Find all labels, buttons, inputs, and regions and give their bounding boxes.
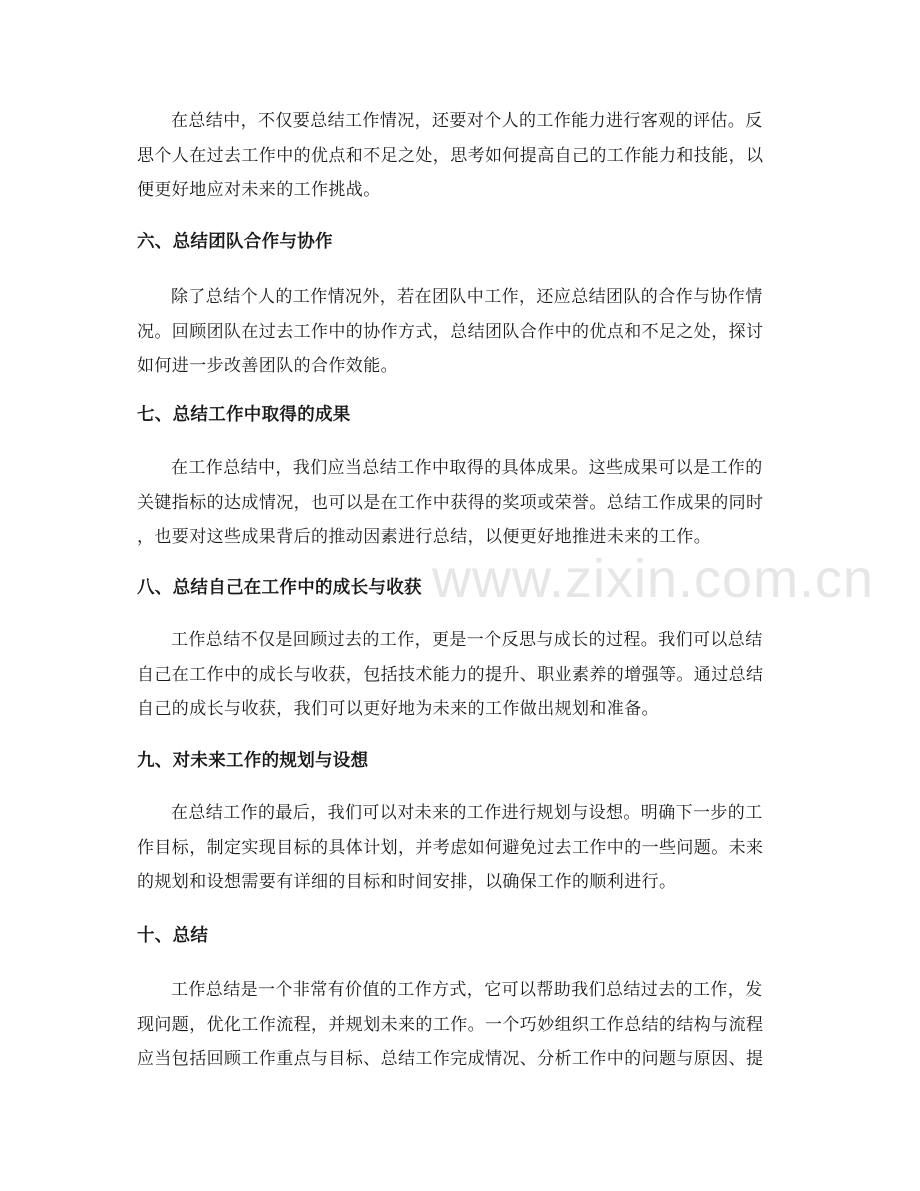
text-line: 现问题，优化工作流程，并规划未来的工作。一个巧妙组织工作总结的结构与流程: [137, 1014, 764, 1035]
section-heading: [137, 749, 785, 773]
section-heading: [137, 403, 785, 427]
text-line: 在总结中，不仅要总结工作情况，还要对个人的工作能力进行客观的评估。反: [171, 111, 763, 131]
section-paragraph: [137, 796, 785, 900]
watermark-text: www.zixin.com.cn: [432, 549, 875, 609]
section-title: 十、总结: [137, 926, 209, 946]
text-line: 除了总结个人的工作情况外，若在团队中工作，还应总结团队的合作与协作情: [171, 287, 763, 307]
text-line: 况。回顾团队在过去工作中的协作方式，总结团队合作中的优点和不足之处，探讨: [137, 321, 764, 342]
section-title: 七、总结工作中取得的成果: [137, 405, 351, 425]
text-line: 作目标，制定实现目标的具体计划，并考虑如何避免过去工作中的一些问题。未来: [137, 837, 764, 858]
paragraph-intro: [137, 104, 785, 208]
text-line: 关键指标的达成情况，也可以是在工作中获得的奖项或荣誉。总结工作成果的同时: [137, 492, 764, 513]
section-heading: [137, 576, 785, 600]
text-line: 自己在工作中的成长与收获，包括技术能力的提升、职业素养的增强等。通过总结: [137, 664, 764, 685]
text-line: 如何进一步改善团队的合作效能。: [137, 356, 398, 376]
section-paragraph: [137, 623, 785, 727]
text-line: ，也要对这些成果背后的推动因素进行总结，以便更好地推进未来的工作。: [137, 527, 712, 547]
section-title: 八、总结自己在工作中的成长与收获: [137, 578, 422, 598]
section-paragraph: [137, 973, 785, 1077]
section-paragraph: [137, 451, 785, 555]
text-line: 便更好地应对未来的工作挑战。: [137, 180, 381, 200]
text-line: 工作总结不仅是回顾过去的工作，更是一个反思与成长的过程。我们可以总结: [171, 630, 763, 650]
text-line: 在工作总结中，我们应当总结工作中取得的具体成果。这些成果可以是工作的: [171, 458, 763, 478]
section-title: 九、对未来工作的规划与设想: [137, 751, 369, 771]
text-line: 在总结工作的最后，我们可以对未来的工作进行规划与设想。明确下一步的工: [171, 803, 763, 823]
section-heading: [137, 230, 785, 254]
section-paragraph: [137, 280, 785, 384]
text-line: 思个人在过去工作中的优点和不足之处，思考如何提高自己的工作能力和技能，以: [137, 145, 764, 166]
section-heading: [137, 924, 785, 948]
section-title: 六、总结团队合作与协作: [137, 232, 333, 252]
text-line: 自己的成长与收获，我们可以更好地为未来的工作做出规划和准备。: [137, 699, 659, 719]
text-line: 的规划和设想需要有详细的目标和时间安排，以确保工作的顺利进行。: [137, 872, 677, 892]
text-line: 工作总结是一个非常有价值的工作方式，它可以帮助我们总结过去的工作，发: [171, 980, 763, 1000]
text-line: 应当包括回顾工作重点与目标、总结工作完成情况、分析工作中的问题与原因、提: [137, 1049, 764, 1069]
